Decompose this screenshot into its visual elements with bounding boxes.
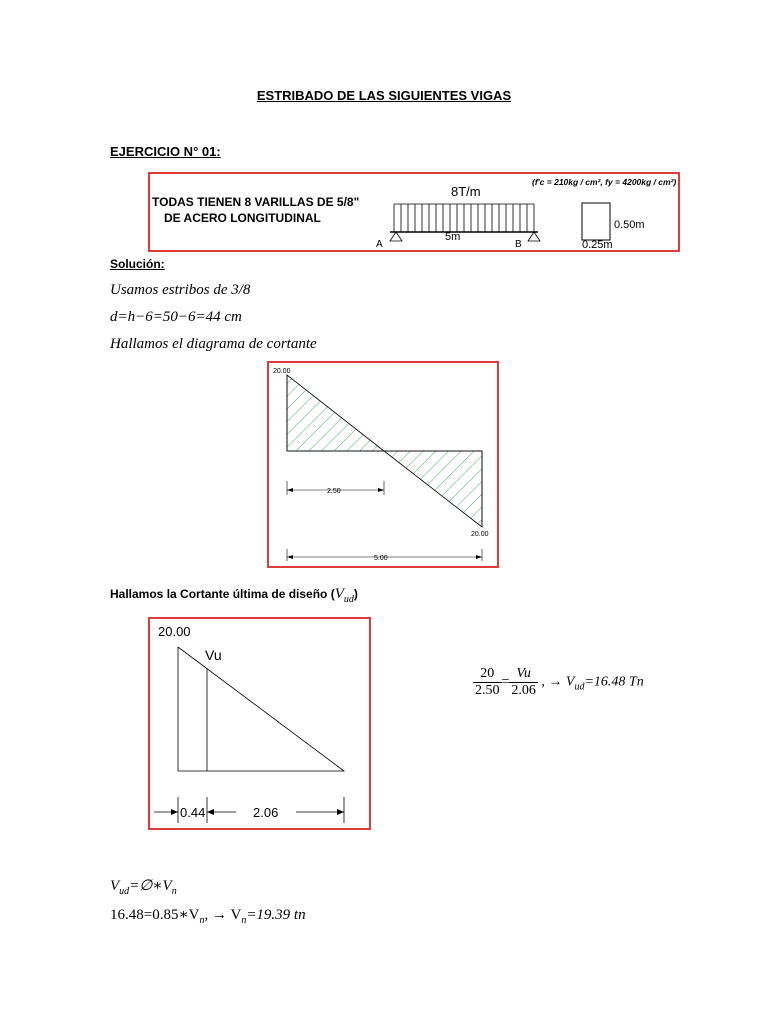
proportion-equation: $\frac{20}{2.50}$ = $\frac{Vu}{2.06}$ , → $V_{ud}=16.48$ Tn [475, 666, 644, 698]
vu-diagram-frame [148, 617, 371, 830]
half-span-dimension: 2.50 [327, 488, 341, 495]
section-width-label: 0.25m [582, 239, 613, 250]
cross-section [582, 203, 610, 240]
solution-heading: Solución: [110, 257, 165, 271]
vu-diagram [150, 619, 369, 828]
page-title: ESTRIBADO DE LAS SIGUIENTES VIGAS [256, 88, 512, 103]
vu-top-value: 20.00 [158, 624, 191, 639]
material-properties: (f'c = 210kg / cm², fy = 4200kg / cm²) [532, 177, 677, 187]
support-b-icon [528, 232, 540, 241]
problem-text-1: TODAS TIENEN 8 VARILLAS DE 5/8" [152, 195, 360, 209]
dim-2-06: 2.06 [253, 805, 279, 820]
shear-bottom-value: 20.00 [471, 531, 489, 538]
span-label: 5m [445, 231, 461, 243]
shear-diagram-frame [267, 361, 499, 568]
nominal-shear-formula: $V_{ud}=\emptyset∗V_n$ [110, 878, 177, 897]
shear-triangle [178, 647, 344, 771]
shear-top-value: 20.00 [273, 368, 291, 375]
nominal-shear-result: $16.48=0.85∗V_n$, → $V_n=19.39$ tn [110, 907, 306, 926]
negative-shear-area [384, 451, 482, 527]
ultimate-shear-heading: Hallamos la Cortante última de diseño $(V_{ud})$ [110, 586, 358, 605]
positive-shear-area [287, 375, 384, 451]
vu-label: Vu [205, 647, 222, 663]
stirrups-line: Usamos estribos de 3/8 [110, 282, 251, 298]
load-label: 8T/m [451, 184, 481, 199]
effective-depth-line: d=h−6=50−6=44 cm [110, 309, 242, 325]
support-b-label: B [515, 239, 522, 250]
section-height-label: 0.50m [614, 219, 645, 231]
support-a-icon [390, 232, 402, 241]
full-span-dimension: 5.00 [374, 555, 388, 562]
problem-figure-drawing [150, 174, 678, 250]
dim-0-44: 0.44 [180, 805, 206, 820]
problem-figure [148, 172, 680, 252]
distributed-load [394, 204, 534, 232]
problem-text-2: DE ACERO LONGITUDINAL [164, 211, 321, 225]
exercise-heading: EJERCICIO N° 01: [110, 144, 221, 159]
shear-diagram [269, 363, 497, 566]
support-a-label: A [376, 239, 383, 250]
shear-diagram-intro: Hallamos el diagrama de cortante [110, 336, 317, 352]
